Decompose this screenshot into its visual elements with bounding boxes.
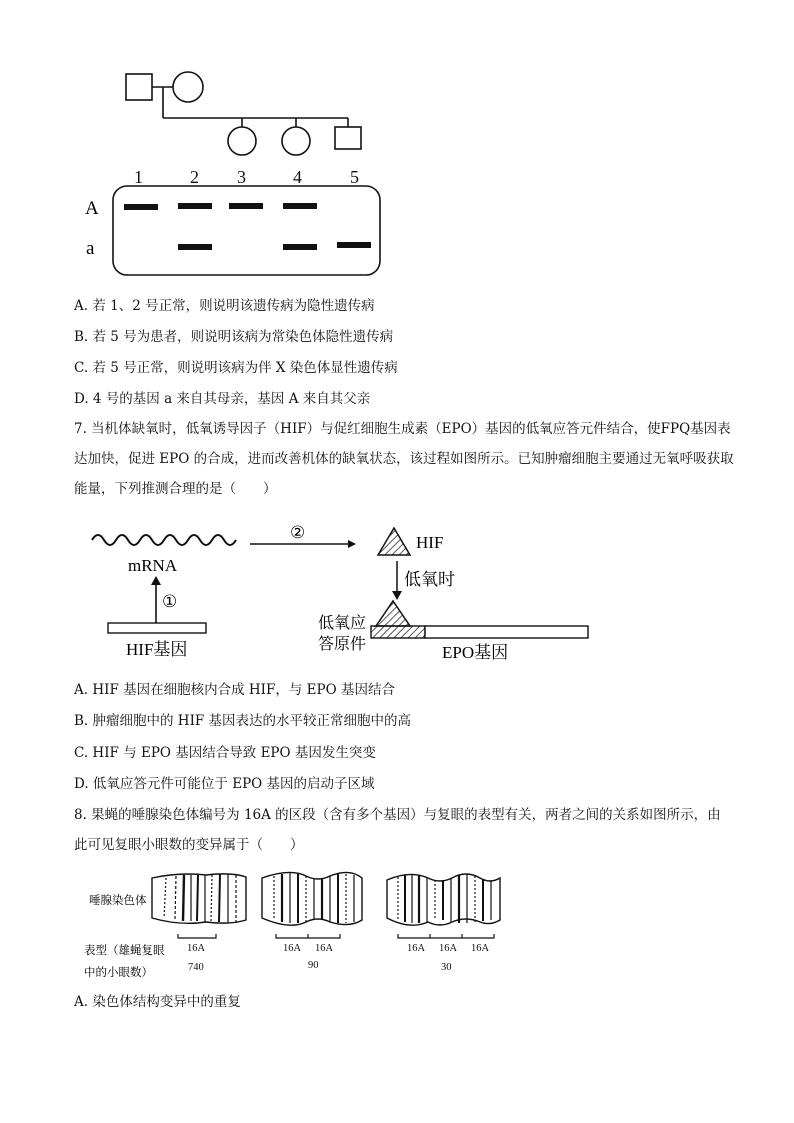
hif-protein-icon <box>378 528 410 555</box>
segment-brackets <box>178 934 494 938</box>
lane-number: 4 <box>293 167 302 187</box>
hif-epo-figure <box>0 515 794 665</box>
chromosome-1 <box>152 874 246 923</box>
segment-label: 16A <box>187 943 206 954</box>
row-label-a: a <box>86 238 95 259</box>
chromosome-label: 唾腺染色体 <box>89 893 147 907</box>
eye-count: 30 <box>441 962 452 973</box>
q7-option-d: D. 低氧应答元件可能位于 EPO 基因的启动子区域 <box>74 776 375 792</box>
mrna-label: mRNA <box>128 556 178 575</box>
gel-box <box>113 186 380 275</box>
phenotype-label-1: 表型（雄蝇复眼 <box>84 943 165 957</box>
epo-gene-label: EPO基因 <box>442 643 509 662</box>
segment-label: 16A <box>283 943 302 954</box>
gel-lane-numbers <box>134 167 359 187</box>
q8-stem: 8. 果蝇的唾腺染色体编号为 16A 的区段（含有多个基因）与复眼的表型有关，两者之间的关系如图所示，由此可见复眼小眼数的变异属于（ ） <box>74 807 721 853</box>
lane-number: 3 <box>237 167 246 187</box>
pedigree-chart <box>126 72 361 155</box>
q6-option-d: D. 4 号的基因 a 来自其母亲，基因 A 来自其父亲 <box>74 391 371 407</box>
epo-gene-bar <box>425 626 588 638</box>
segment-label: 16A <box>471 943 490 954</box>
q7-option-a: A. HIF 基因在细胞核内合成 HIF，与 EPO 基因结合 <box>74 682 395 698</box>
chromosome-3 <box>387 874 500 925</box>
gel-band <box>124 204 158 210</box>
q7-option-b: B. 肿瘤细胞中的 HIF 基因表达的水平较正常细胞中的高 <box>74 713 412 729</box>
segment-label: 16A <box>407 943 426 954</box>
q6-option-a: A. 若 1、2 号正常，则说明该遗传病为隐性遗传病 <box>74 298 375 314</box>
q8-option-a: A. 染色体结构变异中的重复 <box>74 994 241 1010</box>
pedigree-male-5 <box>335 127 361 149</box>
hif-bound-icon <box>376 601 410 626</box>
pedigree-female-2 <box>173 72 203 102</box>
segment-label: 16A <box>439 943 458 954</box>
hif-label: HIF <box>416 533 444 552</box>
pedigree-female-3 <box>228 127 256 155</box>
pedigree-male-1 <box>126 74 152 100</box>
q7-stem: 7. 当机体缺氧时，低氧诱导因子（HIF）与促红细胞生成素（EPO）基因的低氧应答元件结合，使FPQ基因表达加快，促进 EPO 的合成，进而改善机体的缺氧状态，该过程如图所示。已知肿瘤细胞主要通过无氧呼吸获取能量，下列推测合理的是（ ） <box>74 421 734 497</box>
lane-number: 1 <box>134 167 143 187</box>
phenotype-label-2: 中的小眼数） <box>84 965 153 979</box>
q6-option-c: C. 若 5 号正常，则说明该病为伴 X 染色体显性遗传病 <box>74 360 398 376</box>
gel-band <box>229 203 263 209</box>
segment-label: 16A <box>315 943 334 954</box>
step2-label: ② <box>290 523 306 542</box>
pedigree-female-4 <box>282 127 310 155</box>
step1-label: ① <box>162 592 178 611</box>
hypoxia-label: 低氧时 <box>404 570 455 589</box>
eye-count: 90 <box>308 960 319 971</box>
gel-band <box>283 244 317 250</box>
response-element-label-1: 低氧应 <box>318 615 367 632</box>
q7-option-c: C. HIF 与 EPO 基因结合导致 EPO 基因发生突变 <box>74 745 376 761</box>
response-element-label-2: 答原件 <box>318 636 367 653</box>
hif-gene-bar <box>108 623 206 633</box>
q6-option-b: B. 若 5 号为患者，则说明该病为常染色体隐性遗传病 <box>74 329 394 345</box>
chromosome-figure <box>0 862 794 982</box>
gel-band <box>178 244 212 250</box>
eye-count: 740 <box>188 962 204 973</box>
chromosome-2 <box>262 872 362 925</box>
response-element-bar <box>371 626 425 638</box>
mrna-wave <box>92 535 236 545</box>
pedigree-gel-figure <box>0 0 794 290</box>
row-label-A: A <box>85 198 99 219</box>
gel-band <box>337 242 371 248</box>
gel-band <box>283 203 317 209</box>
gel-bands <box>124 203 371 250</box>
gel-band <box>178 203 212 209</box>
hif-gene-label: HIF基因 <box>126 640 188 659</box>
lane-number: 2 <box>190 167 199 187</box>
lane-number: 5 <box>350 167 359 187</box>
